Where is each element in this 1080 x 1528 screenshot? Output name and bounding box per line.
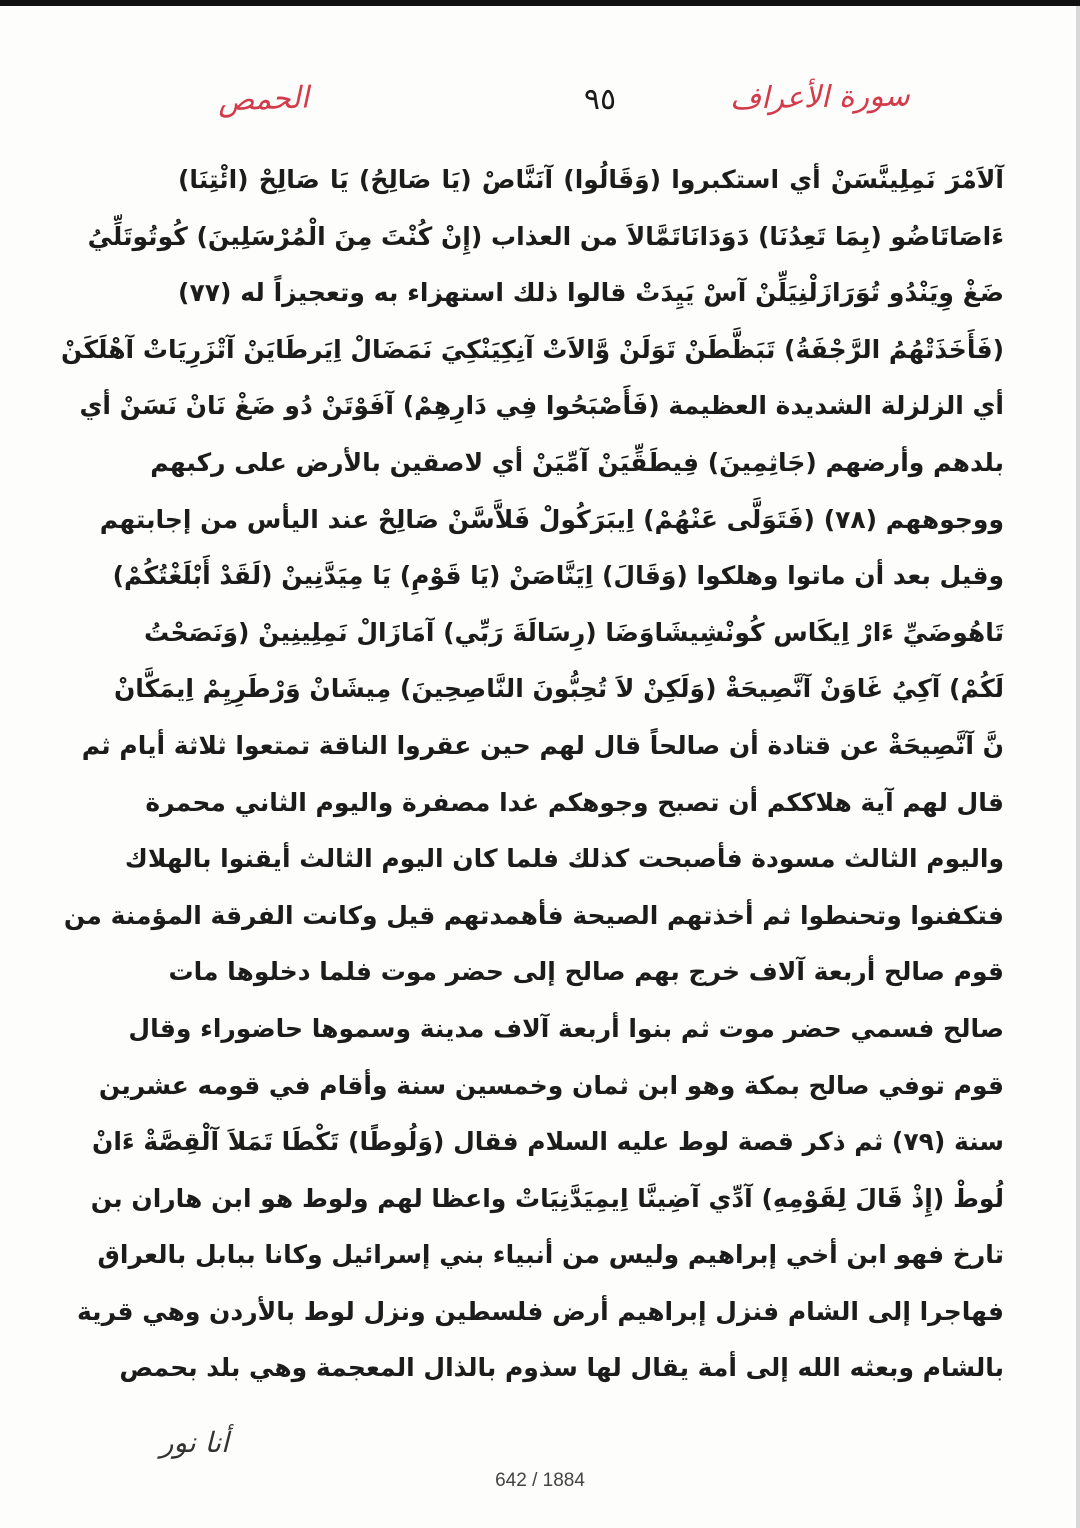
- text-line: لَكُمْ) آكِيُ غَاوَنْ آنَّصِيحَةْ (وَلَكِنْ لاَ تُحِبُّونَ النَّاصِحِينَ) مِيشَانْ وَرْطَرِيِمْ اِيمَكَّانْ: [113, 674, 1004, 704]
- text-line: صالح فسمي حضر موت ثم بنوا أربعة آلاف مدينة وسموها حاضوراء وقال: [128, 1013, 1004, 1043]
- text-line: ووجوههم (٧٨) (فَتَوَلَّى عَنْهُمْ) اِيبَرَكُولْ فَلاَّسَّنْ صَالِحْ عند اليأس من إجابتهم: [99, 504, 1004, 534]
- text-line: فهاجرا إلى الشام فنزل إبراهيم أرض فلسطين ونزل لوط بالأردن وهي قرية: [77, 1296, 1004, 1326]
- handwritten-note-left: الحمص: [217, 80, 310, 119]
- handwritten-signature: أنا نور: [160, 1426, 229, 1459]
- text-line: واليوم الثالث مسودة فأصبحت كذلك فلما كان اليوم الثالث أيقنوا بالهلاك: [124, 844, 1004, 874]
- text-line: وقيل بعد أن ماتوا وهلكوا (وَقَالَ) اِيَنَّاصَنْ (يَا قَوْمِ) يَا مِيَدَّنِينْ (لَقَدْ أَبْلَغْتُكُمْ): [112, 561, 1004, 591]
- text-line: تارخ فهو ابن أخي إبراهيم وليس من أنبياء بني إسرائيل وكانا ببابل بالعراق: [97, 1240, 1004, 1270]
- page-counter: 642 / 1884: [495, 1470, 585, 1491]
- text-line: أي الزلزلة الشديدة العظيمة (فَأَصْبَحُوا فِي دَارِهِمْ) آفَوْتَنْ دُو ضَغْ نَانْ نَسَنْ أي: [79, 391, 1004, 421]
- text-line: آلاَمْرَ نَمِلِينَّسَنْ أي استكبروا (وَقَالُوا) آنَنَّاصْ (يَا صَالِحُ) يَا صَالِحْ (ائْتِنَا): [178, 165, 1004, 194]
- text-line: تَاهُوضَيِّ ءَارْ اِيكَاس كُونْشِيشَاوَضَا (رِسَالَةَ رَبِّي) آمَازَالْ نَمِلِينِينْ (وَنَصَحْتُ: [144, 617, 1004, 647]
- text-line: (فَأَخَذَتْهُمُ الرَّجْفَةُ) تَبَظَّطَنْ تَوَلَنْ وَّالاَتْ آنِكِيَنْكِيَ نَمَضَالْ اِيَرطَايَنْ آتْزَرِيَاتْ آهْلَكَنْ: [60, 334, 1004, 364]
- text-line: قوم صالح أربعة آلاف خرج بهم صالح إلى حضر موت فلما دخلوها مات: [168, 957, 1004, 987]
- handwritten-surah-name: سورة الأعراف: [729, 78, 911, 117]
- text-line: سنة (٧٩) ثم ذكر قصة لوط عليه السلام فقال (وَلُوطًا) تَكْطَا تَمَلاَ آلْقِصَّةْ ءَانْ: [91, 1127, 1004, 1157]
- page-number: ٩٥: [583, 82, 617, 117]
- text-line: بلدهم وأرضهم (جَاثِمِينَ) فِيطَقِّيَنْ آمِّيَنْ أي لاصقين بالأرض على ركبهم: [150, 447, 1004, 477]
- text-line: قال لهم آية هلاككم أن تصبح وجوهكم غدا مصفرة واليوم الثاني محمرة: [145, 787, 1004, 817]
- text-line: لُوطْ (إِذْ قَالَ لِقَوْمِهِ) آدِّي آضِينَّا اِيمِيَدَّنِيَاتْ واعظا لهم ولوط هو ابن هاران بن: [90, 1183, 1004, 1213]
- text-line: نَّ آنَّصِيحَةْ عن قتادة أن صالحاً قال لهم حين عقروا الناقة تمتعوا ثلاثة أيام ثم: [81, 730, 1004, 760]
- text-line: ضَغْ وِيَنْدُو تُوَرَازَلْنِيَلِّنْ آسْ يَيِدَتْ قالوا ذلك استهزاء به وتعجيزاً له (٧٧): [178, 278, 1004, 308]
- text-line: ءَاصَاتَاضُو (بِمَا تَعِدُنَا) دَوَدَانَاتَمَّالاَ من العذاب (إِنْ كُنْتَ مِنَ الْمُرْسَلِينَ) كُوتُوتَلِّيُ: [87, 221, 1004, 251]
- text-line: قوم توفي صالح بمكة وهو ابن ثمان وخمسين سنة وأقام في قومه عشرين: [98, 1070, 1004, 1100]
- page-edge: [1076, 6, 1080, 1528]
- page-body: [60, 152, 1004, 1397]
- text-line: بالشام وبعثه الله إلى أمة يقال لها سذوم بالذال المعجمة وهي بلد بحمص: [119, 1353, 1004, 1383]
- text-line: فتكفنوا وتحنطوا ثم أخذتهم الصيحة فأهمدتهم قيل وكانت الفرقة المؤمنة من: [63, 900, 1004, 930]
